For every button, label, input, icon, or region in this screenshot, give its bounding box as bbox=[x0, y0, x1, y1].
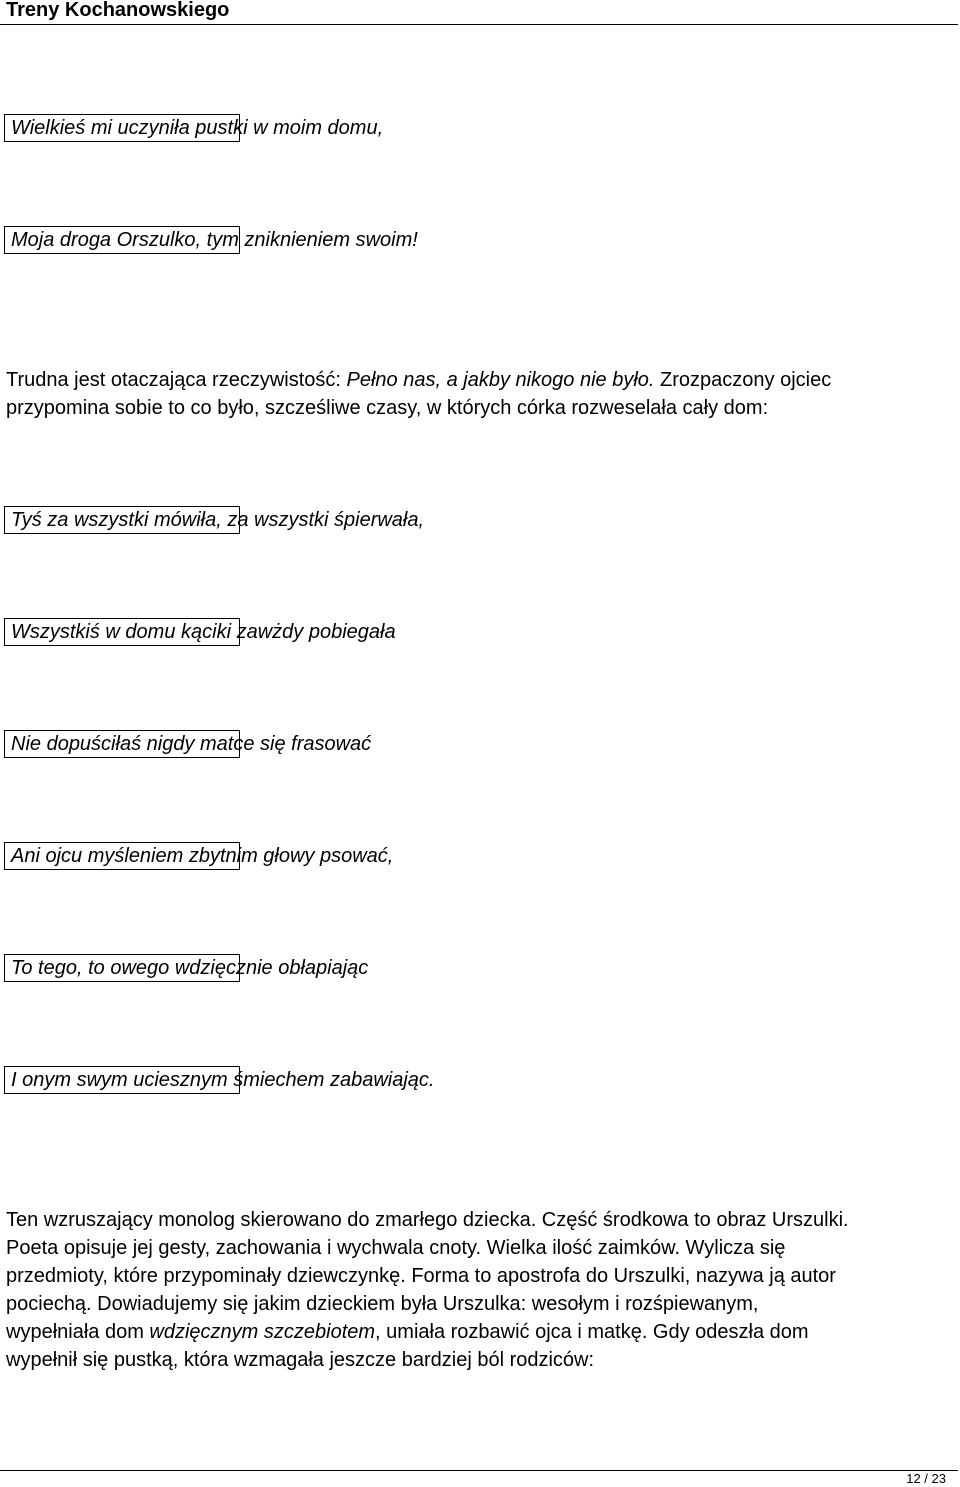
paragraph-line: przedmioty, które przypominały dziewczynkę. Forma to apostrofa do Urszulki, nazywa ją autor bbox=[6, 1265, 836, 1287]
verse-line: To tego, to owego wdzięcznie obłapiając bbox=[11, 957, 369, 979]
paragraph-line bbox=[6, 366, 956, 394]
page-number: 12 / 23 bbox=[906, 1471, 946, 1486]
paragraph-line: wypełnił się pustką, która wzmagała jeszcze bardziej ból rodziców: bbox=[6, 1349, 595, 1371]
quoted-phrase: wdzięcznym szczebiotem bbox=[149, 1321, 376, 1343]
paragraph-line bbox=[6, 1318, 956, 1346]
paragraph-line: pociechą. Dowiadujemy się jakim dzieckiem była Urszulka: wesołym i rozśpiewanym, bbox=[6, 1293, 759, 1315]
paragraph bbox=[6, 1206, 956, 1374]
verse-line: Wielkieś mi uczyniła pustki w moim domu, bbox=[11, 117, 384, 139]
paragraph bbox=[6, 366, 956, 422]
verse-line: Moja droga Orszulko, tym zniknieniem swoim! bbox=[11, 229, 418, 251]
paragraph-line: przypomina sobie to co było, szcześliwe czasy, w których córka rozweselała cały dom: bbox=[6, 397, 769, 419]
paragraph-text: Zrozpaczony ojciec bbox=[654, 369, 832, 391]
document-title: Treny Kochanowskiego bbox=[6, 0, 230, 21]
paragraph-text: Trudna jest otaczająca rzeczywistość: bbox=[6, 369, 347, 391]
header-divider bbox=[0, 24, 958, 25]
verse-line: Ani ojcu myśleniem zbytnim głowy psować, bbox=[11, 845, 394, 867]
footer-divider bbox=[0, 1470, 958, 1471]
paragraph-text: , umiała rozbawić ojca i matkę. Gdy odeszła dom bbox=[375, 1321, 809, 1343]
paragraph-line: Ten wzruszający monolog skierowano do zmarłego dziecka. Część środkowa to obraz Urszulki. bbox=[6, 1209, 849, 1231]
verse-line: Tyś za wszystki mówiła, za wszystki śpierwała, bbox=[11, 509, 425, 531]
verse-line: Wszystkiś w domu kąciki zawżdy pobiegała bbox=[11, 621, 396, 643]
paragraph-text: wypełniała dom bbox=[6, 1321, 150, 1343]
verse-line: I onym swym uciesznym śmiechem zabawiając. bbox=[11, 1069, 435, 1091]
quoted-verse: Pełno nas, a jakby nikogo nie było. bbox=[346, 369, 655, 391]
verse-line: Nie dopuściłaś nigdy matce się frasować bbox=[11, 733, 372, 755]
paragraph-line: Poeta opisuje jej gesty, zachowania i wychwala cnoty. Wielka ilość zaimków. Wylicza się bbox=[6, 1237, 786, 1259]
